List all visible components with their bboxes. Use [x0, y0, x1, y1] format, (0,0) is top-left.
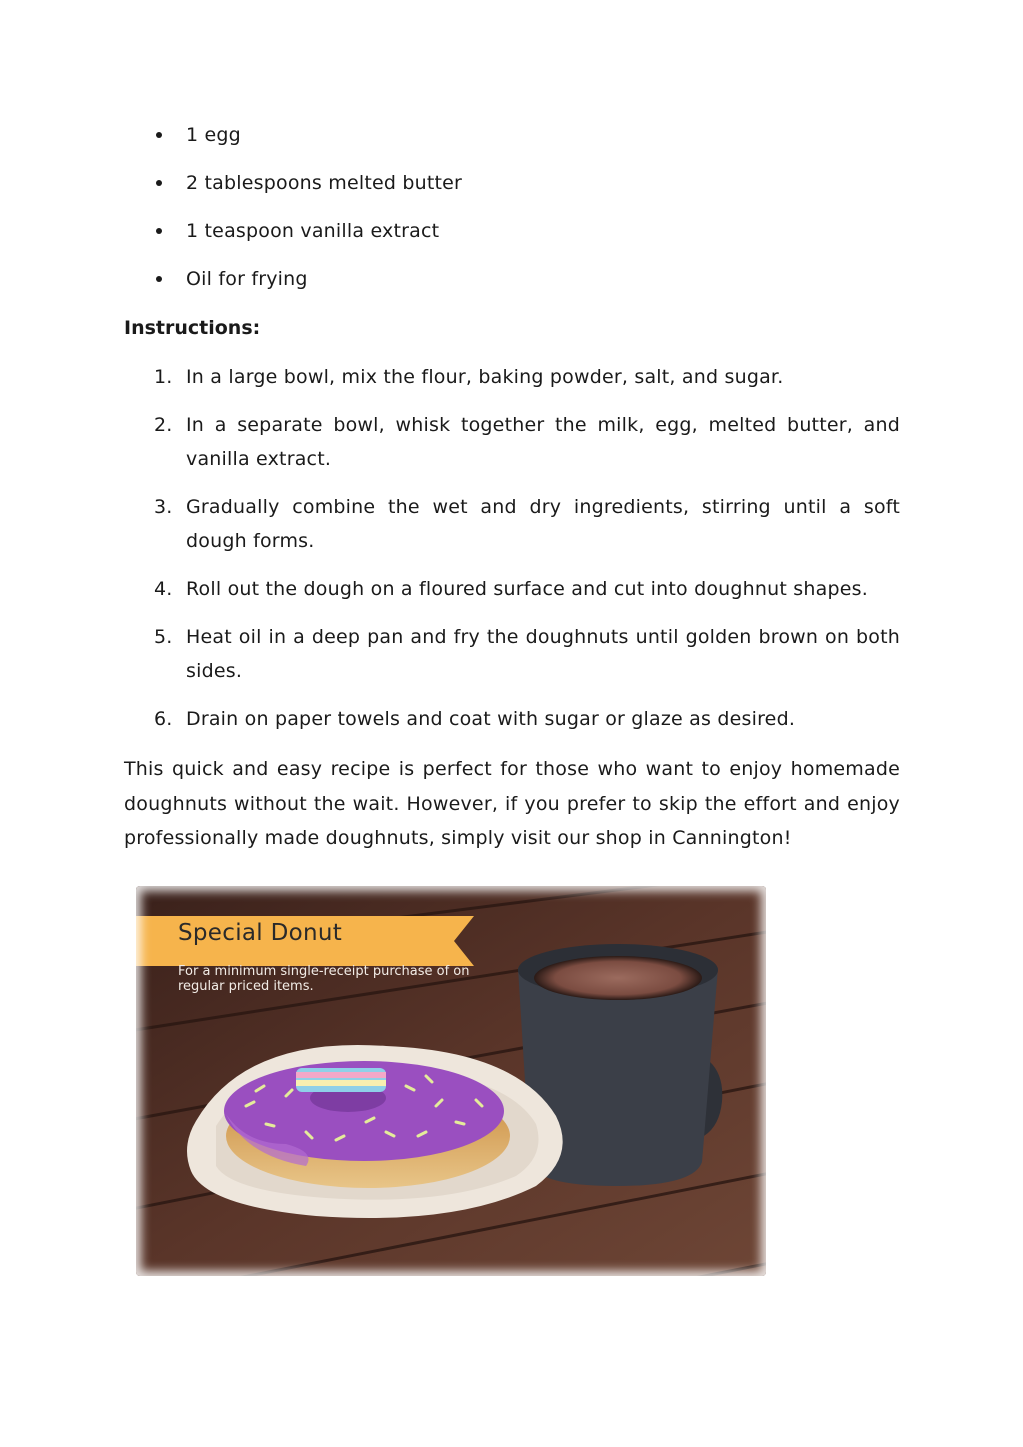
promo-subtitle: For a minimum single-receipt purchase of on regular priced items.: [178, 964, 470, 994]
step-text: In a large bowl, mix the flour, baking powder, salt, and sugar.: [186, 366, 784, 388]
donut-icon: [224, 1061, 510, 1188]
special-donut-promo-image: [136, 886, 766, 1276]
step-item: [124, 572, 900, 606]
step-item: [124, 702, 900, 736]
step-text: Heat oil in a deep pan and fry the doughnuts until golden brown on both sides.: [186, 626, 900, 682]
ingredient-item: [124, 262, 900, 310]
step-text: In a separate bowl, whisk together the milk, egg, melted butter, and vanilla extract.: [186, 414, 900, 470]
closing-paragraph: This quick and easy recipe is perfect for those who want to enjoy homemade doughnuts without the wait. However, if you prefer to skip the effort and enjoy professionally made doughnuts, simply visit our shop in Cannington!: [124, 758, 900, 849]
step-text: Gradually combine the wet and dry ingredients, stirring until a soft dough forms.: [186, 496, 900, 552]
promo-title: Special Donut: [178, 920, 343, 946]
step-number: 3.: [154, 496, 173, 518]
instructions-heading: Instructions:: [124, 317, 261, 339]
instruction-steps: [124, 360, 900, 750]
step-text: Drain on paper towels and coat with sugar or glaze as desired.: [186, 708, 796, 730]
step-item: [124, 360, 900, 394]
step-item: [124, 490, 900, 558]
bullet-icon: [156, 228, 162, 234]
ingredient-text: 2 tablespoons melted butter: [186, 172, 463, 194]
step-number: 6.: [154, 708, 173, 730]
step-item: [124, 620, 900, 688]
bullet-icon: [156, 276, 162, 282]
step-number: 5.: [154, 626, 173, 648]
step-number: 2.: [154, 414, 173, 436]
ingredient-item: [124, 214, 900, 262]
step-number: 1.: [154, 366, 173, 388]
ingredient-item: [124, 118, 900, 166]
ingredient-text: Oil for frying: [186, 268, 308, 290]
step-item: [124, 408, 900, 476]
ingredient-text: 1 teaspoon vanilla extract: [186, 220, 440, 242]
bullet-icon: [156, 132, 162, 138]
ingredient-list: [124, 118, 900, 310]
step-number: 4.: [154, 578, 173, 600]
ingredient-item: [124, 166, 900, 214]
step-text: Roll out the dough on a floured surface and cut into doughnut shapes.: [186, 578, 868, 600]
ingredient-text: 1 egg: [186, 124, 241, 146]
bullet-icon: [156, 180, 162, 186]
